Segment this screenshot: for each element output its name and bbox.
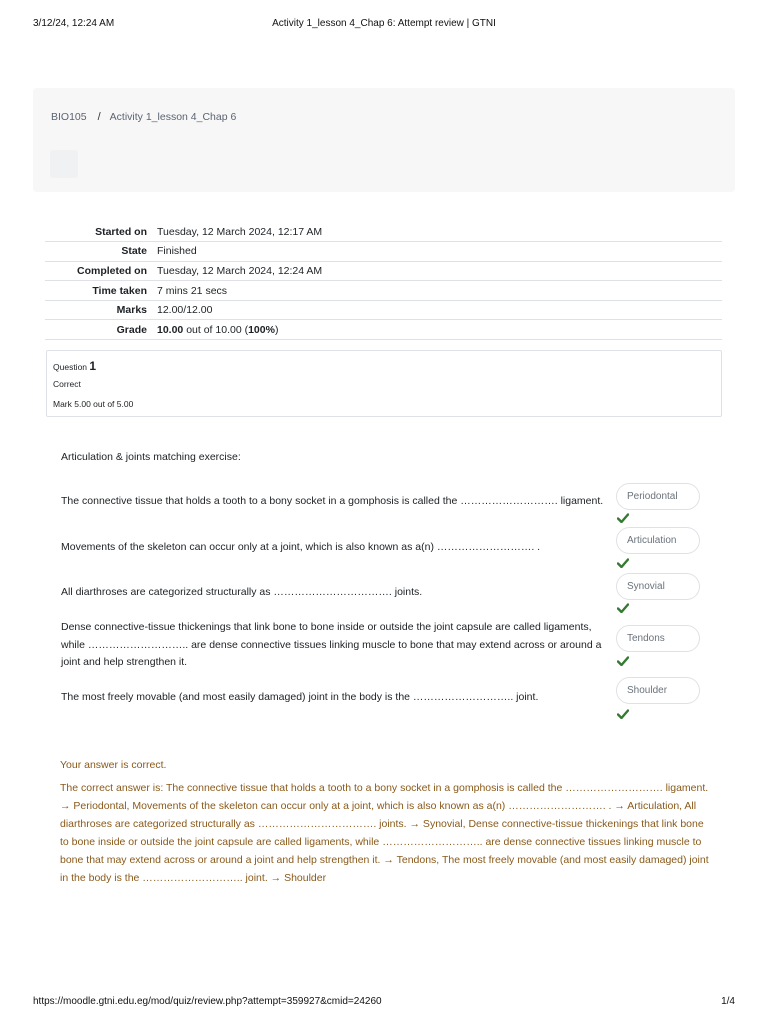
feedback-right-answer: The correct answer is: The connective tissue that holds a tooth to a bony socket in a gomphosis is called the ………………………. ligament. → Periodontal, Movements of the skeleton can occur only at a joint, which is also known as a(n) ………………………. . → Articulation, All diarthroses are categorized structurally as ……………………………. joints. → Synovial, Dense connective-tissue thickenings that link bone to bone inside or outside the joint capsule are called ligaments, while ……………………….. are dense connective tissues linking muscle to bone that may extend across or around a joint and help strengthen it. → Tendons, The most freely movable (and most easily damaged) joint in the body is the ……………………….. joint. → Shoulder <box>60 782 709 884</box>
check-icon <box>617 513 629 523</box>
question-stem-4: Dense connective-tissue thickenings that link bone to bone inside or outside the joint capsule are called ligaments, while ……………………….. are dense connective tissues linking muscle to bone that may extend across or around a joint and help strengthen it. <box>61 621 602 668</box>
summary-label: State <box>121 245 147 258</box>
summary-value: Tuesday, 12 March 2024, 12:24 AM <box>157 264 323 277</box>
check-icon <box>617 558 629 568</box>
question-prefix: Question <box>53 362 90 372</box>
question-stem-1: The connective tissue that holds a tooth to a bony socket in a gomphosis is called the ………………………. ligament. <box>61 495 604 507</box>
summary-grade-value <box>157 320 722 340</box>
summary-value: 7 mins 21 secs <box>157 284 228 297</box>
grade-close: ) <box>274 323 279 336</box>
breadcrumb-course-link[interactable]: BIO105 <box>51 111 87 123</box>
question-intro: Articulation & joints matching exercise: <box>61 451 241 463</box>
print-page-title: Activity 1_lesson 4_Chap 6: Attempt review | GTNI <box>272 18 496 29</box>
answer-select-5[interactable]: Shoulder <box>616 677 700 704</box>
summary-label: Marks <box>116 304 147 317</box>
print-page-number: 1/4 <box>721 996 735 1007</box>
summary-row-time-taken <box>45 281 722 301</box>
print-url: https://moodle.gtni.edu.eg/mod/quiz/review.php?attempt=359927&cmid=24260 <box>33 996 382 1007</box>
answer-select-3[interactable]: Synovial <box>616 573 700 600</box>
summary-label: Completed on <box>77 264 147 277</box>
summary-row-marks <box>45 300 722 320</box>
attempt-summary-table <box>45 222 722 340</box>
summary-row-started <box>45 222 722 242</box>
feedback-correct: Your answer is correct. <box>60 759 167 771</box>
question-number-value: 1 <box>89 359 97 373</box>
question-stem-3: All diarthroses are categorized structurally as ……………………………. joints. <box>61 586 423 598</box>
breadcrumb-activity-link[interactable]: Activity 1_lesson 4_Chap 6 <box>109 111 237 123</box>
check-icon <box>617 656 629 666</box>
grade-percent: 100% <box>248 323 275 336</box>
question-mark: Mark 5.00 out of 5.00 <box>53 399 134 409</box>
print-datetime: 3/12/24, 12:24 AM <box>33 18 115 29</box>
breadcrumb-separator: / <box>97 111 101 123</box>
question-number <box>53 359 96 373</box>
answer-select-4[interactable]: Tendons <box>616 625 700 652</box>
summary-row-completed <box>45 261 722 281</box>
check-icon <box>617 603 629 613</box>
summary-label: Grade <box>116 323 147 336</box>
header-action-placeholder <box>50 150 78 178</box>
summary-label: Started on <box>95 225 147 238</box>
question-state: Correct <box>53 379 81 389</box>
grade-score: 10.00 <box>157 323 184 336</box>
check-icon <box>617 709 629 719</box>
answer-select-1[interactable]: Periodontal <box>616 483 700 510</box>
summary-row-state <box>45 242 722 262</box>
print-header <box>33 18 735 32</box>
summary-label: Time taken <box>92 284 147 297</box>
page-header-banner <box>33 88 735 192</box>
breadcrumb <box>51 111 236 123</box>
question-info-box <box>46 350 722 417</box>
summary-row-grade <box>45 320 722 340</box>
answer-select-2[interactable]: Articulation <box>616 527 700 554</box>
summary-value: 12.00/12.00 <box>157 304 213 317</box>
summary-value: Finished <box>157 245 197 258</box>
question-stem-5: The most freely movable (and most easily damaged) joint in the body is the ……………………….. joint. <box>61 691 539 703</box>
grade-out-of: out of 10.00 ( <box>183 323 249 336</box>
question-stem-2: Movements of the skeleton can occur only at a joint, which is also known as a(n) ………………………. . <box>61 541 541 553</box>
print-footer <box>33 996 735 1010</box>
summary-value: Tuesday, 12 March 2024, 12:17 AM <box>157 225 323 238</box>
